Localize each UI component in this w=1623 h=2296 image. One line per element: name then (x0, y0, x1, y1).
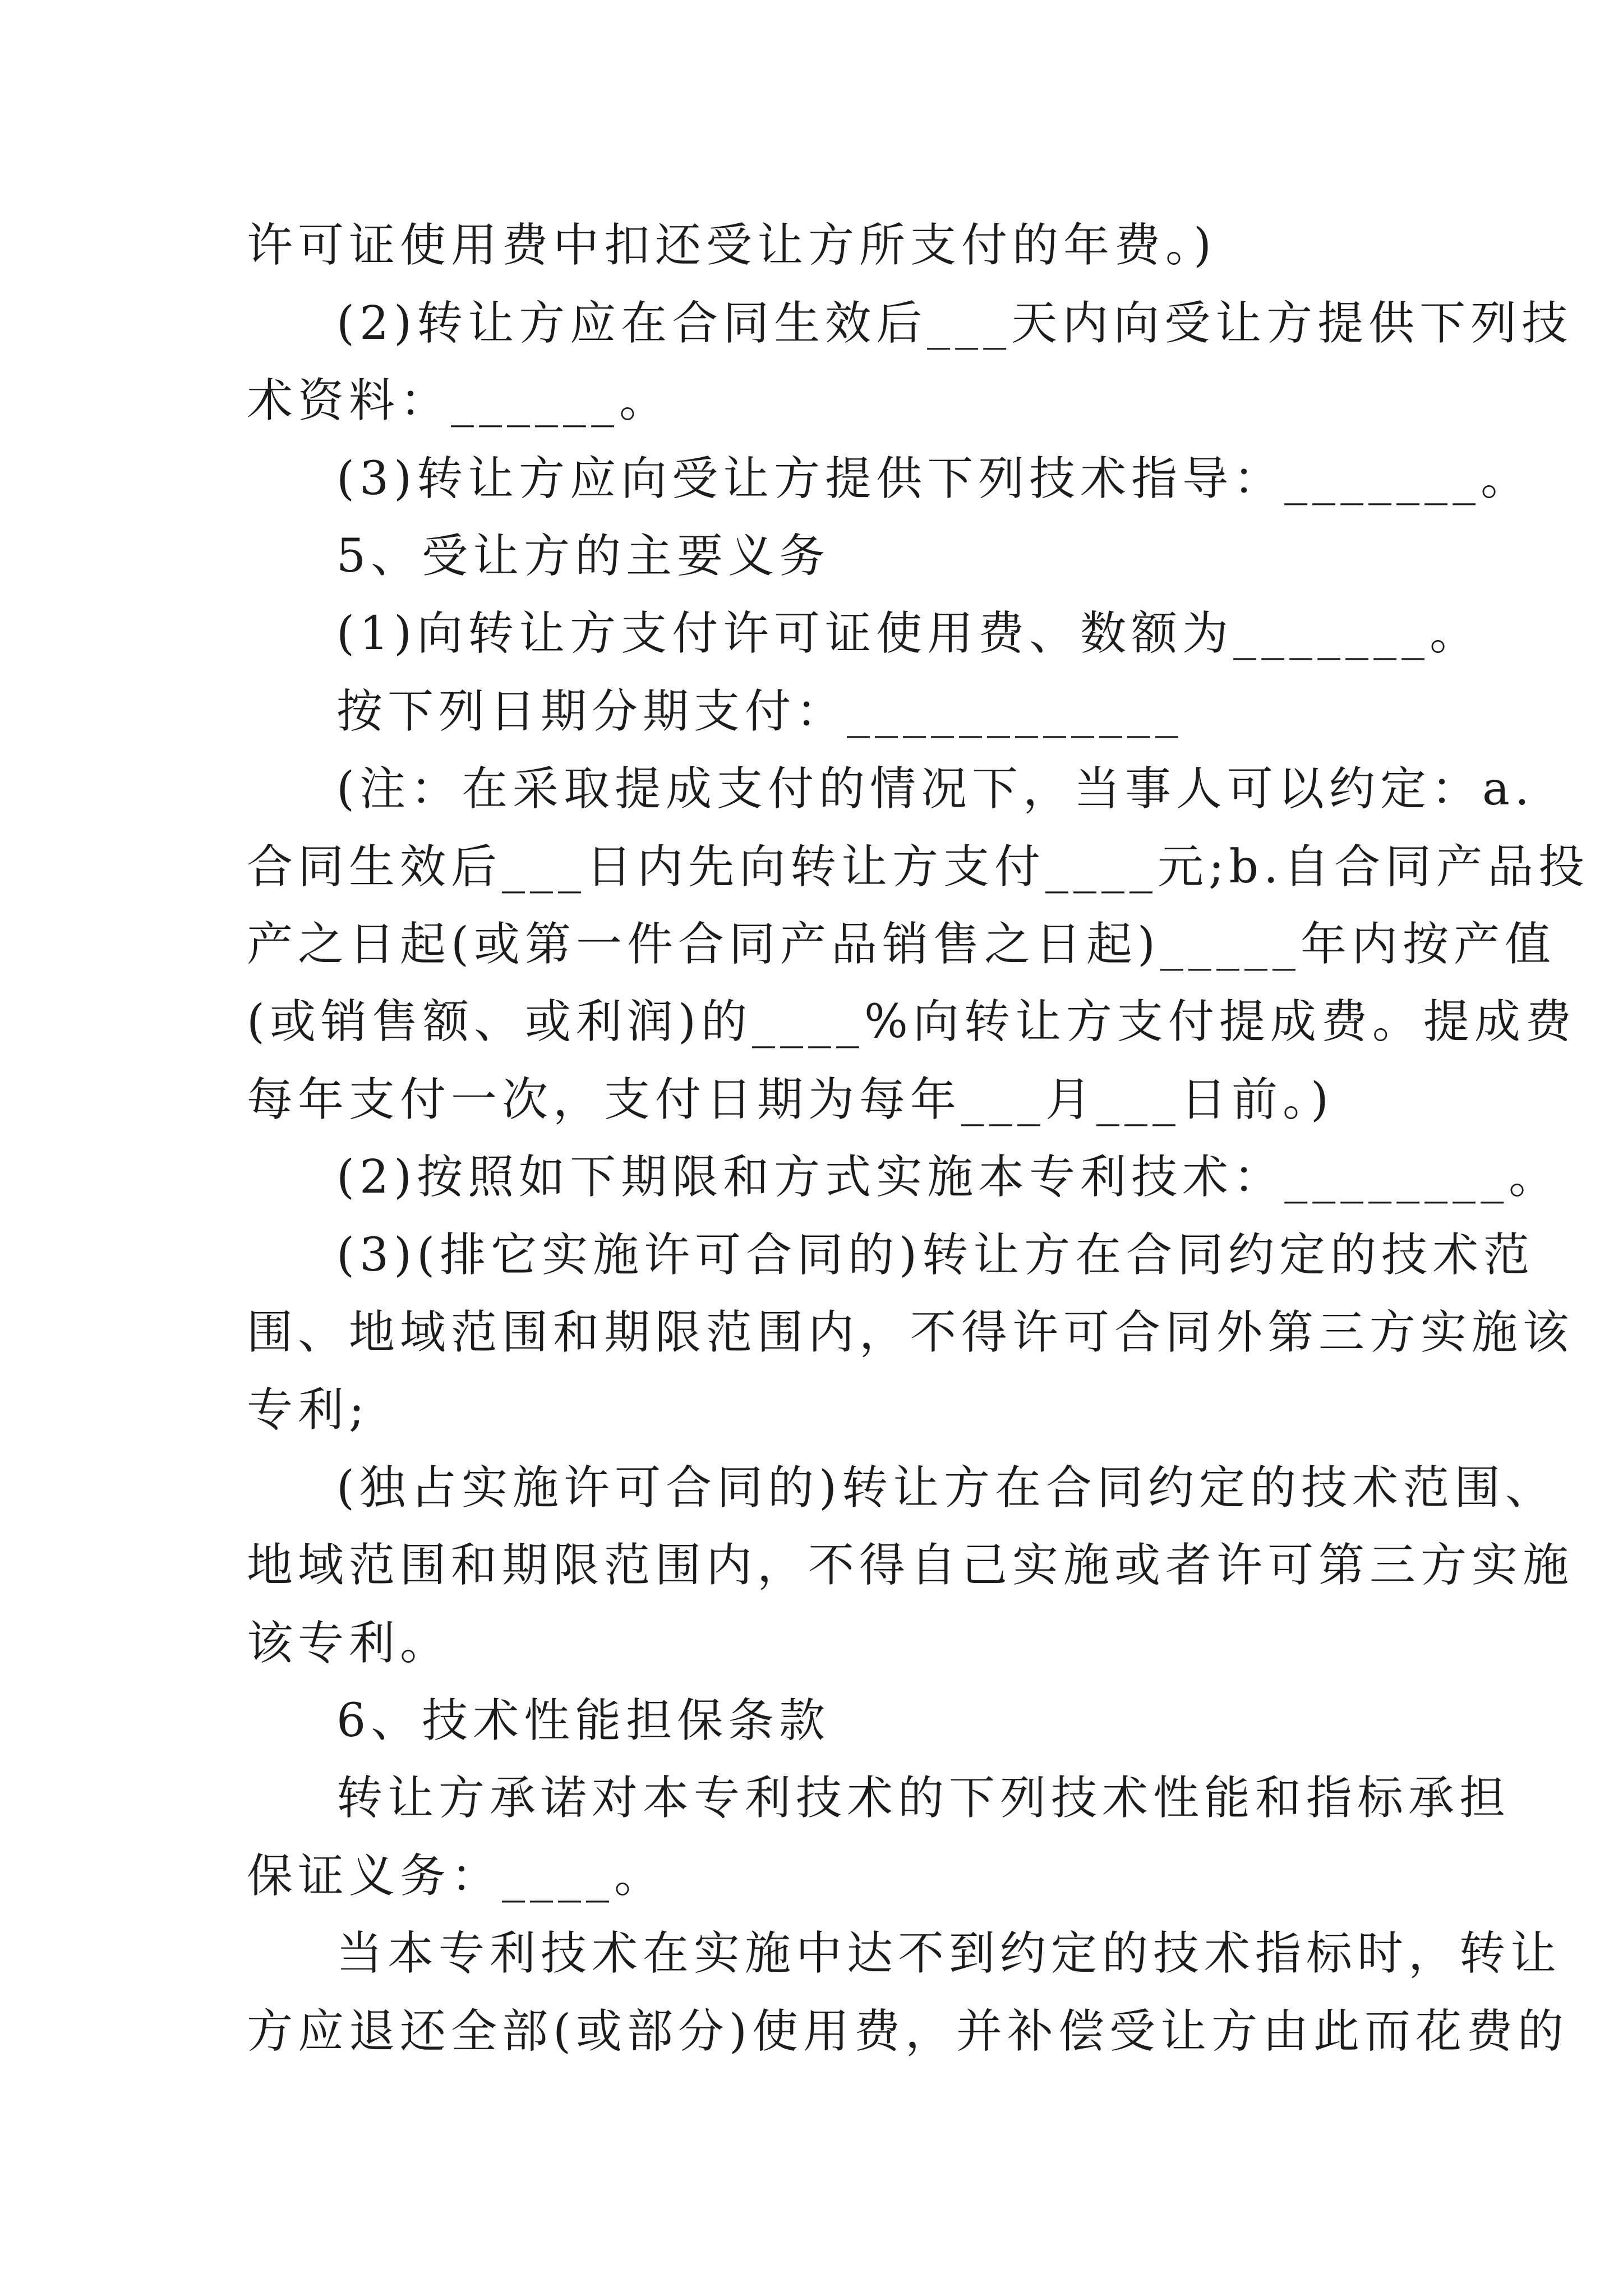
paragraph-line: 围、地域范围和期限范围内，不得许可合同外第三方实施该 (247, 1306, 1574, 1359)
paragraph-line: (或销售额、或利润)的____%向转让方支付提成费。提成费 (247, 995, 1576, 1048)
paragraph-line: 每年支付一次，支付日期为每年___月___日前。) (247, 1073, 1334, 1126)
paragraph-line: 转让方承诺对本专利技术的下列技术性能和指标承担 (336, 1772, 1511, 1825)
paragraph-line: (3)转让方应向受让方提供下列技术指导：_______。 (336, 452, 1532, 505)
paragraph-line: 术资料：______。 (247, 374, 671, 427)
paragraph-line: (2)按照如下期限和方式实施本专利技术：________。 (336, 1151, 1560, 1204)
paragraph-line: 产之日起(或第一件合同产品销售之日起)_____年内按产值 (247, 918, 1556, 971)
section-heading: 5、受让方的主要义务 (336, 530, 831, 583)
paragraph-line: 许可证使用费中扣还受让方所支付的年费。) (247, 219, 1216, 272)
paragraph-line: (独占实施许可合同的)转让方在合同约定的技术范围、 (336, 1461, 1556, 1515)
paragraph-line: 专利; (247, 1383, 370, 1437)
paragraph-line: (2)转让方应在合同生效后___天内向受让方提供下列技 (336, 297, 1573, 350)
paragraph-line: 该专利。 (247, 1617, 451, 1670)
paragraph-line: 地域范围和期限范围内，不得自己实施或者许可第三方实施 (247, 1539, 1574, 1592)
paragraph-line: 方应退还全部(或部分)使用费，并补偿受让方由此而花费的 (247, 2005, 1569, 2058)
paragraph-line: 合同生效后___日内先向转让方支付____元;b.自合同产品投 (247, 840, 1590, 894)
paragraph-line: 保证义务：____。 (247, 1849, 666, 1903)
paragraph-line: (注：在采取提成支付的情况下，当事人可以约定：a. (336, 762, 1534, 816)
paragraph-line: (3)(排它实施许可合同的)转让方在合同约定的技术范 (336, 1228, 1535, 1282)
paragraph-line: (1)向转让方支付许可证使用费、数额为_______。 (336, 607, 1481, 660)
paragraph-line: 当本专利技术在实施中达不到约定的技术指标时，转让 (336, 1927, 1562, 1980)
paragraph-line: 按下列日期分期支付：____________ (336, 685, 1184, 738)
section-heading: 6、技术性能担保条款 (336, 1694, 831, 1747)
